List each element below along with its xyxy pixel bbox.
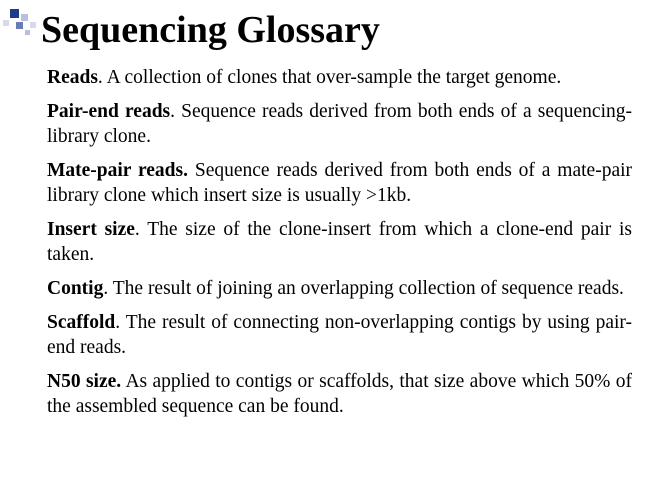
glossary-definition: The result of joining an overlapping collection of sequence reads.	[112, 278, 624, 299]
glossary-entry-scaffold	[47, 310, 632, 360]
decor-square	[3, 20, 9, 26]
glossary-separator	[188, 160, 195, 181]
glossary-separator: .	[103, 278, 113, 299]
glossary-entry-n50-size	[47, 369, 632, 419]
decor-square	[10, 9, 19, 18]
glossary-definition: Sequence reads derived from both ends of a sequencing-library clone.	[47, 101, 633, 147]
glossary-term: N50 size.	[47, 371, 122, 392]
glossary-entry-pair-end-reads	[47, 99, 632, 149]
glossary-separator: .	[97, 67, 107, 88]
decor-square	[25, 30, 30, 35]
glossary-list	[47, 65, 632, 428]
glossary-definition: The result of connecting non-overlapping contigs by using pair-end reads.	[47, 312, 632, 358]
glossary-term: Insert size	[47, 219, 135, 240]
glossary-separator: .	[115, 312, 126, 333]
glossary-entry-contig	[47, 276, 632, 301]
glossary-term: Mate-pair reads.	[47, 160, 188, 181]
glossary-definition: Sequence reads derived from both ends of a mate-pair library clone which insert size is usually >1kb.	[47, 160, 633, 206]
slide-title: Sequencing Glossary	[41, 9, 380, 51]
glossary-term: Scaffold	[47, 312, 116, 333]
glossary-entry-mate-pair-reads	[47, 158, 632, 208]
glossary-entry-reads	[47, 65, 632, 90]
decor-square	[21, 14, 28, 21]
glossary-definition: As applied to contigs or scaffolds, that size above which 50% of the assembled sequence can be found.	[47, 371, 632, 417]
glossary-definition: The size of the clone-insert from which a clone-end pair is taken.	[47, 219, 632, 265]
glossary-term: Reads	[47, 67, 98, 88]
glossary-term: Contig	[47, 278, 104, 299]
glossary-term: Pair-end reads	[47, 101, 171, 122]
glossary-entry-insert-size	[47, 217, 632, 267]
glossary-separator: .	[134, 219, 148, 240]
glossary-separator: .	[170, 101, 182, 122]
glossary-definition: A collection of clones that over-sample the target genome.	[106, 67, 562, 88]
decor-square	[30, 22, 36, 28]
decor-square	[16, 22, 23, 29]
